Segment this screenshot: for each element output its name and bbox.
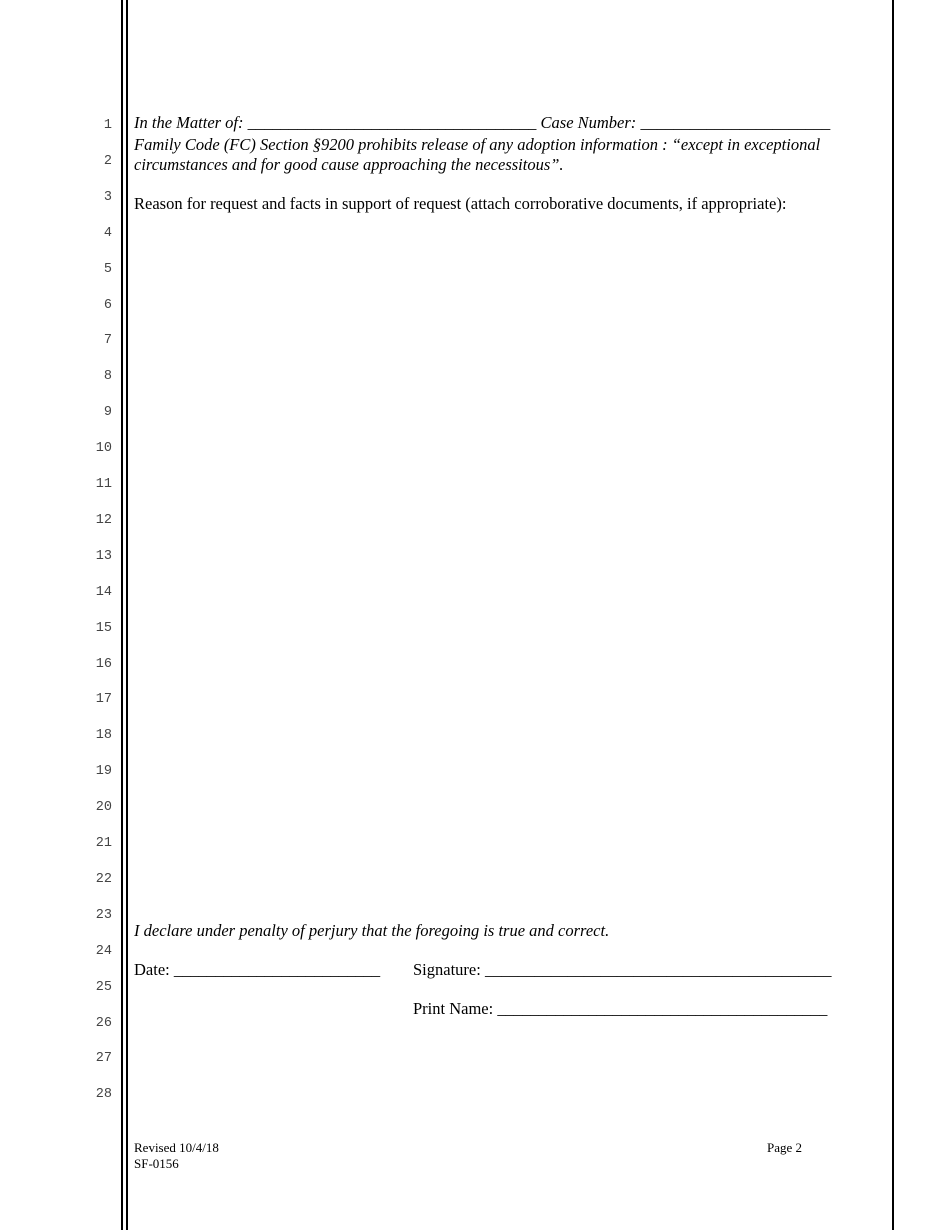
line-number: 14 bbox=[95, 584, 112, 600]
date-label: Date: bbox=[134, 960, 170, 979]
signature-label: Signature: bbox=[413, 960, 481, 979]
date-row bbox=[134, 960, 380, 980]
declaration-text: I declare under penalty of perjury that the foregoing is true and correct. bbox=[134, 921, 610, 940]
line-number: 24 bbox=[95, 943, 112, 959]
right-margin-rule bbox=[892, 0, 894, 1230]
line-number: 20 bbox=[95, 800, 112, 816]
line-number: 1 bbox=[103, 118, 112, 133]
line-number: 5 bbox=[103, 261, 112, 277]
matter-label: In the Matter of: bbox=[134, 113, 244, 132]
case-number-blank[interactable]: _______________________ bbox=[640, 113, 831, 132]
line-number: 16 bbox=[95, 656, 112, 672]
line-number: 25 bbox=[95, 979, 112, 995]
matter-blank[interactable]: ___________________________________ bbox=[247, 113, 537, 132]
left-margin-rule-inner bbox=[126, 0, 128, 1230]
line-number: 2 bbox=[103, 153, 112, 169]
date-blank[interactable]: _________________________ bbox=[173, 960, 381, 979]
matter-row bbox=[134, 113, 830, 133]
print-name-blank[interactable]: ________________________________________ bbox=[497, 999, 828, 1018]
signature-blank[interactable]: __________________________________________ bbox=[484, 960, 832, 979]
line-number: 15 bbox=[95, 620, 112, 636]
line-number: 12 bbox=[95, 512, 112, 528]
line-number: 3 bbox=[103, 189, 112, 205]
signature-row bbox=[413, 960, 831, 980]
line-number: 11 bbox=[95, 477, 112, 492]
line-number: 4 bbox=[103, 225, 112, 241]
reason-textarea[interactable] bbox=[134, 222, 874, 902]
case-number-label: Case Number: bbox=[540, 113, 637, 132]
page-number: Page 2 bbox=[767, 1140, 803, 1155]
reason-prompt: Reason for request and facts in support of request (attach corroborative documents, if appropriate): bbox=[134, 194, 787, 213]
revised-date: Revised 10/4/18 bbox=[134, 1140, 219, 1155]
line-number: 19 bbox=[95, 764, 112, 780]
line-number: 18 bbox=[95, 728, 112, 744]
line-number: 13 bbox=[95, 548, 112, 564]
left-margin-rule-outer bbox=[121, 0, 123, 1230]
line-number: 27 bbox=[95, 1051, 112, 1067]
line-number: 21 bbox=[95, 836, 112, 851]
line-number: 10 bbox=[95, 441, 112, 457]
line-number: 9 bbox=[103, 405, 112, 421]
line-number: 6 bbox=[103, 297, 112, 313]
notice-line-2: circumstances and for good cause approaching the necessitous”. bbox=[134, 155, 564, 174]
line-number: 8 bbox=[103, 369, 112, 385]
line-number: 26 bbox=[95, 1015, 112, 1031]
line-number: 28 bbox=[95, 1087, 112, 1103]
print-name-row bbox=[413, 999, 827, 1019]
line-number: 22 bbox=[95, 871, 112, 887]
notice-line-1: Family Code (FC) Section §9200 prohibits release of any adoption information : “except in exceptional bbox=[134, 135, 821, 154]
line-number: 7 bbox=[103, 333, 112, 349]
line-number: 17 bbox=[95, 692, 112, 708]
form-id: SF-0156 bbox=[134, 1156, 179, 1171]
print-name-label: Print Name: bbox=[413, 999, 494, 1018]
line-number: 23 bbox=[95, 907, 112, 923]
